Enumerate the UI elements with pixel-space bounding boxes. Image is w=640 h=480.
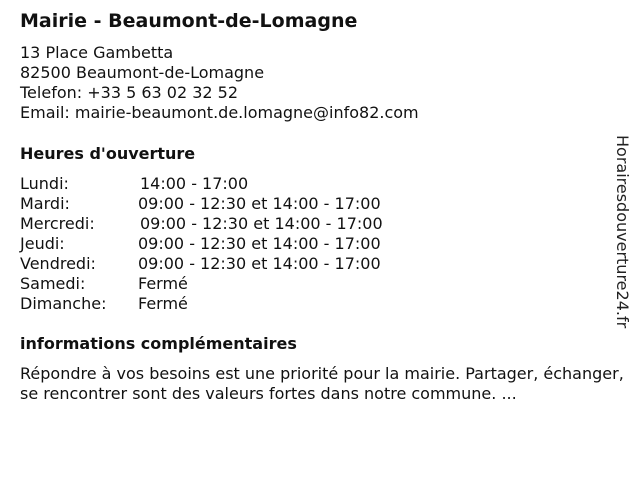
day-hours: 09:00 - 12:30 et 14:00 - 17:00	[138, 234, 381, 253]
hours-heading: Heures d'ouverture	[20, 144, 196, 163]
day-label: Jeudi:	[20, 234, 65, 253]
day-label: Dimanche:	[20, 294, 107, 313]
phone-number: Telefon: +33 5 63 02 32 52	[20, 83, 239, 102]
info-heading: informations complémentaires	[20, 334, 297, 353]
day-label: Mardi:	[20, 194, 70, 213]
address-city: 82500 Beaumont-de-Lomagne	[20, 63, 265, 82]
page-title: Mairie - Beaumont-de-Lomagne	[20, 10, 358, 32]
site-watermark: Horairesdouverture24.fr	[613, 135, 632, 329]
day-label: Vendredi:	[20, 254, 96, 273]
day-hours: Fermé	[138, 274, 188, 293]
email-address: Email: mairie-beaumont.de.lomagne@info82.com	[20, 103, 419, 122]
address-street: 13 Place Gambetta	[20, 43, 174, 62]
address-block	[20, 43, 419, 123]
day-hours: Fermé	[138, 294, 188, 313]
description-text: Répondre à vos besoins est une priorité pour la mairie. Partager, échanger, se rencontrer sont des valeurs fortes dans notre commune. ...	[20, 364, 624, 403]
day-label: Lundi:	[20, 174, 69, 193]
day-hours: 09:00 - 12:30 et 14:00 - 17:00	[140, 214, 383, 233]
day-hours: 09:00 - 12:30 et 14:00 - 17:00	[138, 254, 381, 273]
day-hours: 14:00 - 17:00	[140, 174, 249, 193]
day-hours: 09:00 - 12:30 et 14:00 - 17:00	[138, 194, 381, 213]
day-label: Samedi:	[20, 274, 86, 293]
day-label: Mercredi:	[20, 214, 95, 233]
